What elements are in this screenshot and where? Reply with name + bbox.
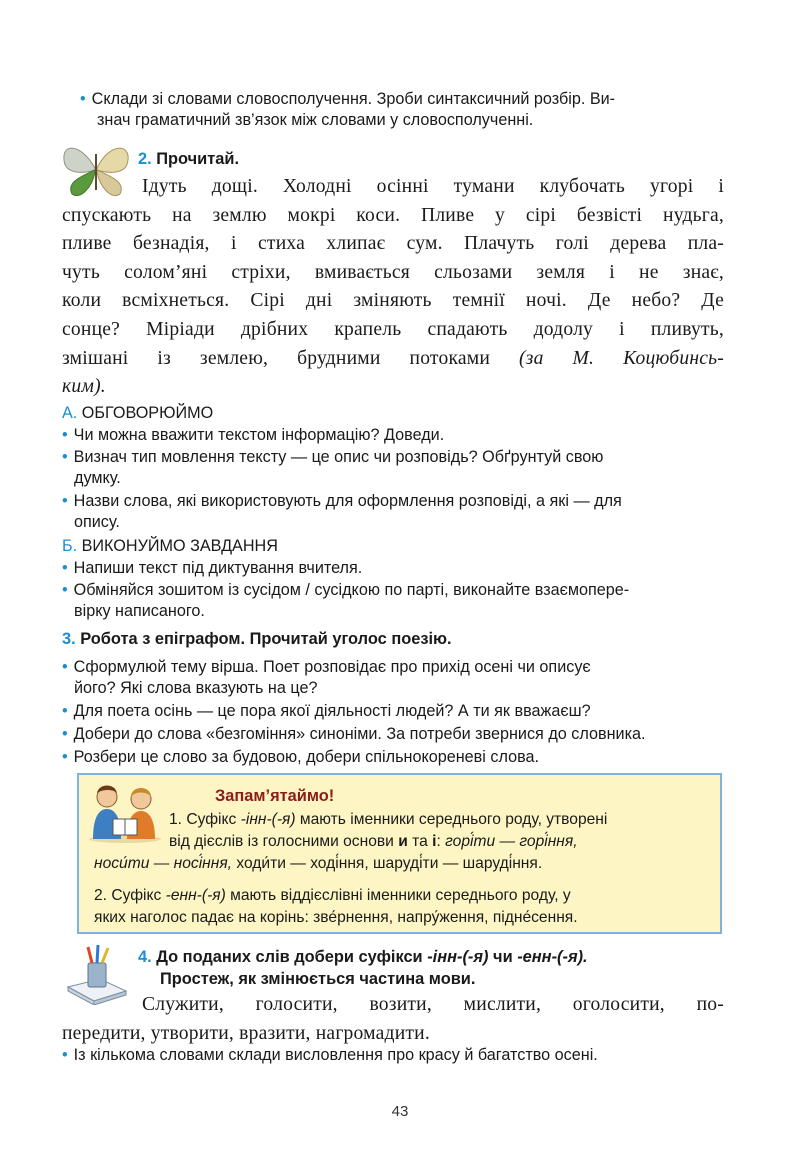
reading-line: сонце? Міріади дрібних крапель спадають додолу і пливуть, — [62, 318, 724, 340]
note-title: Запам’ятаймо! — [215, 787, 335, 805]
task4-header: 4. До поданих слів добери суфікси -інн-(-я) чи -енн-(-я). Простеж, як змінюється частина мови. — [138, 948, 588, 988]
section-a-header: А. ОБГОВОРЮЙМО — [62, 404, 214, 422]
words-line: Служити, голосити, возити, мислити, оголосити, по- — [142, 994, 724, 1015]
reading-line: спускають на землю мокрі коси. Пливе у сірі безвісті нудьга, — [62, 204, 724, 226]
children-reading-icon — [85, 781, 165, 843]
reading-line-with-source: змішані із землею, брудними потоками (за М. Коцюбинсь- — [62, 347, 724, 369]
list-item: • Добери до слова «безгоміння» синоніми. За потреби звернися до словника. — [62, 725, 646, 743]
intro-bullet: • Склади зі словами словосполучення. Зроби синтаксичний розбір. Ви- знач граматичний зв’язок між словами у словосполученні. — [80, 90, 616, 129]
list-item: • Визнач тип мовлення тексту — це опис чи розповідь? Обґрунтуй свою думку. — [62, 448, 604, 487]
task4-words — [62, 991, 724, 1048]
bullet-dot: • — [80, 90, 86, 108]
reading-line: чуть солом’яні стріхи, вмивається сльозами земля і не знає, — [62, 261, 724, 283]
rule1-line1: 1. Суфікс -інн-(-я) мають іменники середнього роду, утворені — [169, 811, 608, 828]
list-item: • Назви слова, які використовують для оформлення розповіді, а які — для опису. — [62, 492, 622, 531]
task2-header: 2. Прочитай. — [138, 150, 239, 168]
page-number: 43 — [391, 1103, 409, 1120]
reading-line: ким). — [62, 376, 106, 398]
list-item: • Розбери це слово за будовою, добери спільнокореневі слова. — [62, 748, 539, 766]
source-attribution: (за М. Коцюбинсь- — [519, 347, 724, 369]
rule2-line2: яких наголос падає на корінь: зве́рнення, напру́ження, підне́сення. — [94, 909, 578, 926]
reading-line: Ідуть дощі. Холодні осінні тумани клубочать угорі і — [142, 176, 724, 197]
list-item: • Сформулюй тему вірша. Поет розповідає про прихід осені чи описує його? Які слова вказують на це? — [62, 658, 591, 697]
task3-header: 3. Робота з епіграфом. Прочитай уголос поезію. — [62, 630, 452, 648]
section-b-header: Б. ВИКОНУЙМО ЗАВДАННЯ — [62, 537, 278, 555]
list-item: • Обміняйся зошитом із сусідом / сусідкою по парті, виконайте взаємопере- вірку написаного. — [62, 581, 630, 620]
words-line: передити, утворити, вразити, нагромадити. — [62, 1022, 430, 1044]
reading-line: коли всміхнеться. Сірі дні зміняють темнії ночі. Де небо? Де — [62, 290, 724, 312]
rule1-line2: від дієслів із голосними основи и та і: горі́ти — горі́ння, — [169, 833, 578, 850]
task2-reading-text — [62, 173, 724, 402]
list-item: • Із кількома словами склади висловлення про красу й багатство осені. — [62, 1046, 598, 1064]
rule1-line3: носи́ти — носі́ння, ходи́ти — ході́ння, шаруді́ти — шаруді́ння. — [94, 855, 543, 872]
list-item: • Напиши текст під диктування вчителя. — [62, 559, 363, 577]
rule2-line1: 2. Суфікс -енн-(-я) мають віддієслівні іменники середнього роду, у — [94, 887, 571, 904]
list-item: • Чи можна вважити текстом інформацію? Доведи. — [62, 426, 445, 444]
list-item: • Для поета осінь — це пора якої діяльності людей? А ти як вважаєш? — [62, 702, 591, 720]
remember-note-box — [77, 773, 722, 934]
reading-line: пливе безнадія, і стиха хлипає сум. Плачуть голі дерева пла- — [62, 233, 724, 255]
